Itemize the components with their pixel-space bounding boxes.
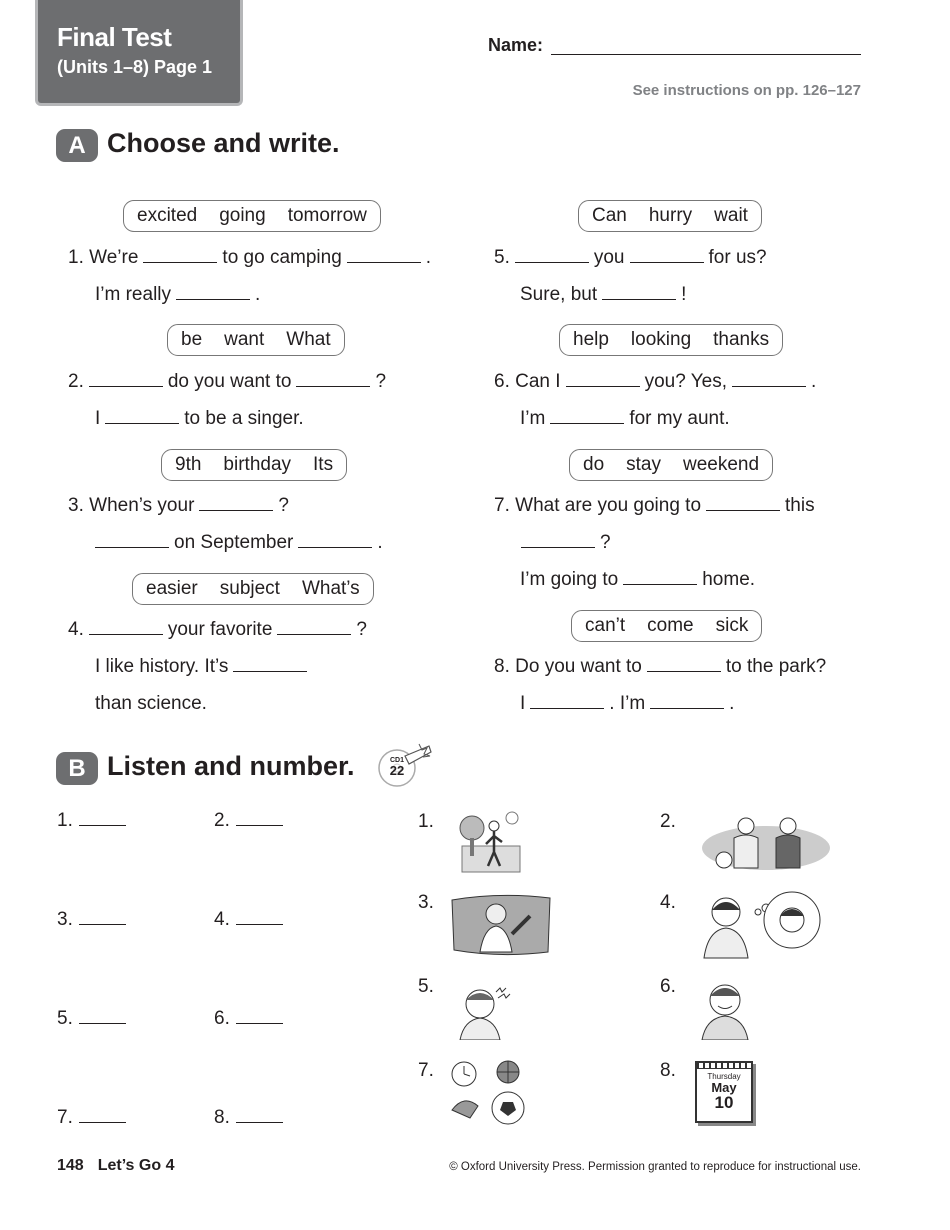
answer-blank[interactable]: [89, 634, 163, 635]
word-box-q6: [559, 324, 783, 356]
q6-text-c: .: [810, 371, 817, 392]
calendar-rings: [697, 1063, 751, 1069]
answer-blank[interactable]: [623, 584, 697, 585]
section-b-title: Listen and number.: [107, 751, 355, 781]
q2-line2: [95, 408, 304, 430]
word-option: do: [583, 454, 605, 475]
question-number: 6.: [494, 371, 510, 392]
answer-item-7: 7.: [57, 1107, 126, 1129]
word-box-q8: [571, 610, 762, 642]
section-b-badge: B: [56, 752, 98, 785]
answer-blank[interactable]: [236, 825, 283, 826]
word-option: tomorrow: [287, 205, 367, 226]
section-a-badge: A: [56, 129, 98, 162]
instructions-note: See instructions on pp. 126–127: [632, 82, 861, 99]
q4-text-e: than science.: [95, 693, 207, 714]
q5-text-c: for us?: [708, 247, 767, 268]
calendar-picture: [695, 1061, 753, 1123]
q1-text-e: .: [255, 284, 261, 305]
question-number: 1.: [68, 247, 84, 268]
q4-text-d: I like history. It’s: [95, 656, 229, 677]
name-label: Name:: [488, 35, 544, 55]
answer-blank[interactable]: [89, 386, 163, 387]
answer-blank[interactable]: [298, 547, 372, 548]
answer-blank[interactable]: [105, 423, 179, 424]
answer-blank[interactable]: [233, 671, 307, 672]
picture-number: 1.: [418, 811, 434, 832]
answer-blank[interactable]: [602, 299, 676, 300]
picture-number: 5.: [418, 976, 434, 997]
calendar-date: 10: [714, 1093, 734, 1112]
answer-blank[interactable]: [650, 708, 724, 709]
word-option: looking: [630, 329, 692, 350]
answer-item-4: 4.: [214, 909, 283, 931]
cd-label: CD1: [389, 757, 405, 764]
q4-text-c: ?: [356, 619, 367, 640]
q2-line1: [68, 371, 386, 393]
word-option: weekend: [683, 454, 760, 475]
q1-text-c: .: [425, 247, 432, 268]
book-title: Let’s Go 4: [97, 1157, 175, 1174]
calendar-month: May: [711, 1080, 737, 1095]
q4-text-b: your favorite: [167, 619, 273, 640]
sports-equipment-picture: [448, 1058, 528, 1128]
answer-blank[interactable]: [277, 634, 351, 635]
answer-blank[interactable]: [630, 262, 704, 263]
q8-line1: [494, 656, 826, 678]
question-number: 5.: [494, 247, 510, 268]
answer-blank[interactable]: [732, 386, 806, 387]
word-option: 9th: [175, 454, 202, 475]
q7-line1: [494, 495, 815, 517]
q8-text-b: to the park?: [725, 656, 827, 677]
question-number: 8.: [494, 656, 510, 677]
answer-blank[interactable]: [566, 386, 640, 387]
word-option: Can: [592, 205, 627, 226]
q7-line3: [520, 569, 755, 591]
q8-text-c: I: [520, 693, 526, 714]
q8-text-d: . I’m: [609, 693, 646, 714]
picture-number: 6.: [660, 976, 676, 997]
word-option: be: [181, 329, 203, 350]
word-option: Its: [313, 454, 334, 475]
word-box-q2: [167, 324, 345, 356]
picture-number: 7.: [418, 1060, 434, 1081]
q5-line1: [494, 247, 767, 269]
word-option: help: [573, 329, 609, 350]
q7-text-b: this: [785, 495, 815, 516]
q6-line1: [494, 371, 816, 393]
q7-text-a: What are you going to: [515, 495, 702, 516]
q8-text-e: .: [729, 693, 735, 714]
picture-number: 8.: [660, 1060, 676, 1081]
answer-blank[interactable]: [706, 510, 780, 511]
q2-text-d: I: [95, 408, 101, 429]
girl-thinking-picture: [698, 890, 826, 960]
word-box-q1: [123, 200, 381, 232]
answer-item-2: 2.: [214, 810, 283, 832]
q3-text-d: on September: [174, 532, 294, 553]
word-option: What: [286, 329, 331, 350]
q1-line2: [95, 284, 260, 306]
q5-text-b: you: [593, 247, 625, 268]
word-option: can’t: [585, 615, 626, 636]
answer-blank[interactable]: [236, 924, 283, 925]
q1-text-a: We’re: [89, 247, 139, 268]
q7-line2: [516, 532, 611, 554]
q6-line2: [520, 408, 730, 430]
section-a-title: Choose and write.: [107, 128, 340, 158]
question-number: 2.: [68, 371, 84, 392]
q6-text-b: you? Yes,: [644, 371, 727, 392]
answer-blank[interactable]: [647, 671, 721, 672]
picture-number: 4.: [660, 892, 676, 913]
q1-text-b: to go camping: [222, 247, 342, 268]
answer-blank[interactable]: [95, 547, 169, 548]
answer-blank[interactable]: [199, 510, 273, 511]
word-option: excited: [137, 205, 198, 226]
word-option: easier: [146, 578, 198, 599]
q6-text-e: for my aunt.: [629, 408, 730, 429]
q4-line3: [95, 693, 207, 715]
q5-text-e: !: [681, 284, 687, 305]
q3-text-c: ?: [278, 495, 289, 516]
word-box-q4: [132, 573, 374, 605]
word-option: thanks: [713, 329, 770, 350]
answer-blank[interactable]: [79, 825, 126, 826]
q8-line2: [520, 693, 734, 715]
word-option: stay: [626, 454, 661, 475]
answer-blank[interactable]: [79, 1122, 126, 1123]
q2-text-e: to be a singer.: [184, 408, 304, 429]
question-number: 7.: [494, 495, 510, 516]
answer-blank[interactable]: [79, 1023, 126, 1024]
q4-line2: [95, 656, 312, 678]
q8-text-a: Do you want to: [515, 656, 642, 677]
word-option: hurry: [648, 205, 693, 226]
word-box-q7: [569, 449, 773, 481]
q7-text-c: ?: [600, 532, 611, 553]
q3-text-e: .: [377, 532, 383, 553]
answer-item-3: 3.: [57, 909, 126, 931]
answer-blank[interactable]: [521, 547, 595, 548]
calendar-day: Thursday: [707, 1072, 741, 1081]
answer-blank[interactable]: [236, 1023, 283, 1024]
word-option: What’s: [301, 578, 360, 599]
test-subtitle: (Units 1–8) Page 1: [57, 57, 213, 77]
answer-blank[interactable]: [296, 386, 370, 387]
q7-text-d: I’m going to: [520, 569, 619, 590]
boy-walking-in-park-picture: [458, 808, 524, 876]
q6-text-a: Can I: [515, 371, 561, 392]
q2-text-b: do you want to: [167, 371, 292, 392]
q7-text-e: home.: [702, 569, 756, 590]
picture-number: 2.: [660, 811, 676, 832]
test-title: Final Test: [57, 22, 172, 52]
word-option: birthday: [223, 454, 292, 475]
cd-track: 22: [389, 763, 405, 778]
answer-item-8: 8.: [214, 1107, 283, 1129]
answer-blank[interactable]: [347, 262, 421, 263]
cd-icon: [375, 742, 435, 790]
picture-number: 3.: [418, 892, 434, 913]
word-box-q5: [578, 200, 762, 232]
answer-blank[interactable]: [143, 262, 217, 263]
answer-blank[interactable]: [176, 299, 250, 300]
word-box-q3: [161, 449, 347, 481]
word-option: sick: [715, 615, 749, 636]
question-number: 3.: [68, 495, 84, 516]
answer-blank[interactable]: [530, 708, 604, 709]
answer-item-6: 6.: [214, 1008, 283, 1030]
q4-line1: [68, 619, 367, 641]
footer-page-info: [57, 1157, 174, 1175]
word-option: going: [219, 205, 266, 226]
q6-text-d: I’m: [520, 408, 546, 429]
page-number: 148: [57, 1157, 84, 1174]
q1-line1: [68, 247, 431, 269]
answer-blank[interactable]: [515, 262, 589, 263]
answer-blank[interactable]: [236, 1122, 283, 1123]
word-option: subject: [219, 578, 280, 599]
answer-item-5: 5.: [57, 1008, 126, 1030]
q1-text-d: I’m really: [95, 284, 172, 305]
copyright-notice: © Oxford University Press. Permission granted to reproduce for instructional use.: [449, 1161, 861, 1173]
waving-woman-picture: [450, 892, 552, 958]
word-option: come: [647, 615, 694, 636]
word-option: want: [224, 329, 265, 350]
title-tab: [35, 0, 243, 106]
question-number: 4.: [68, 619, 84, 640]
two-soccer-players-picture: [700, 812, 832, 876]
name-field[interactable]: [551, 54, 861, 55]
word-option: wait: [714, 205, 748, 226]
q3-text-a: When’s your: [89, 495, 195, 516]
answer-blank[interactable]: [79, 924, 126, 925]
answer-item-1: 1.: [57, 810, 126, 832]
q3-line1: [68, 495, 289, 517]
boy-with-headache-picture: [456, 982, 512, 1040]
q5-text-d: Sure, but: [520, 284, 598, 305]
q3-line2: [90, 532, 383, 554]
q2-text-c: ?: [375, 371, 387, 392]
smiling-boy-picture: [698, 978, 752, 1040]
answer-blank[interactable]: [550, 423, 624, 424]
q5-line2: [520, 284, 686, 306]
